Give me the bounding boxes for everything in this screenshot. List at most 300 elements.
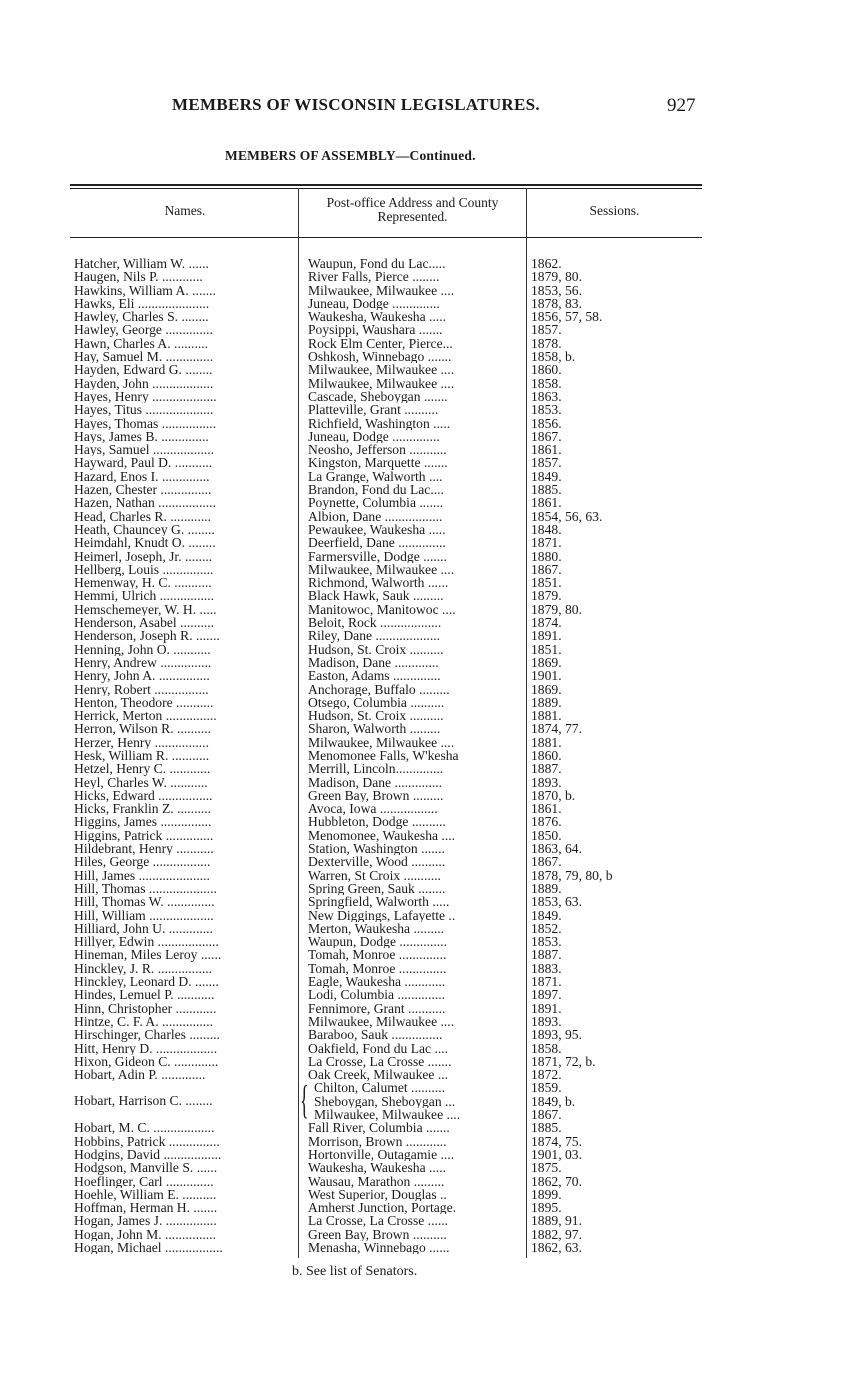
- member-name: Hill, William ...................: [74, 908, 214, 922]
- member-row: [0, 616, 859, 629]
- member-address: Morrison, Brown ............: [308, 1134, 447, 1148]
- member-row: [0, 1068, 859, 1081]
- member-row: [0, 270, 859, 283]
- member-address: Baraboo, Sauk ...............: [308, 1028, 443, 1042]
- member-name: Hayden, Edward G. ........: [74, 363, 213, 377]
- member-address: Sheboygan, Sheboygan ...: [314, 1094, 456, 1108]
- member-name: Hetzel, Henry C. ............: [74, 762, 211, 776]
- member-row: [0, 1015, 859, 1028]
- member-name: Higgins, James ...............: [74, 815, 212, 829]
- brace: {: [300, 1077, 309, 1123]
- member-address: La Crosse, La Crosse ......: [308, 1214, 449, 1228]
- member-sessions: 1891.: [531, 1001, 562, 1015]
- member-name: Hirschinger, Charles .........: [74, 1028, 220, 1042]
- member-row: [0, 829, 859, 842]
- member-address: Amherst Junction, Portage.: [308, 1201, 456, 1215]
- member-address: Wausau, Marathon .........: [308, 1174, 445, 1188]
- member-sessions: 1850.: [531, 828, 562, 843]
- member-sessions: 1862, 70.: [531, 1174, 582, 1188]
- member-address: Kingston, Marquette .......: [308, 456, 448, 470]
- member-name: Hinn, Christopher ............: [74, 1001, 217, 1015]
- member-row: [0, 815, 859, 828]
- member-address: Green Bay, Brown ..........: [308, 1227, 447, 1242]
- top-rule: [70, 184, 702, 186]
- member-sessions: 1867.: [531, 429, 562, 444]
- member-row: [0, 909, 859, 922]
- member-row: [0, 683, 859, 696]
- member-address: Green Bay, Brown .........: [308, 788, 444, 803]
- member-name: Hildebrant, Henry ...........: [74, 842, 214, 856]
- member-row: [0, 510, 859, 523]
- member-name: Hobart, Adin P. .............: [74, 1068, 206, 1082]
- member-sessions: 1853, 63.: [531, 895, 582, 909]
- member-row: [0, 962, 859, 975]
- member-row: [0, 922, 859, 935]
- member-address: Farmersville, Dodge .......: [308, 549, 447, 563]
- member-sessions: 1878, 83.: [531, 296, 582, 311]
- member-name: Hogan, James J. ...............: [74, 1214, 217, 1228]
- member-sessions: 1861.: [531, 802, 562, 816]
- column-header-sessions: Sessions.: [589, 203, 640, 218]
- member-sessions: 1881.: [531, 709, 562, 723]
- member-sessions: 1862.: [531, 257, 562, 271]
- member-address: Black Hawk, Sauk .........: [308, 589, 444, 603]
- member-row: [0, 257, 859, 270]
- member-name: Henning, John O. ...........: [74, 642, 211, 656]
- member-name: Hoffman, Herman H. .......: [74, 1201, 218, 1215]
- member-name: Hobart, M. C. ..................: [74, 1121, 215, 1135]
- member-address: Otsego, Columbia ..........: [308, 695, 445, 710]
- member-list: [0, 257, 859, 1254]
- member-address: Brandon, Fond du Lac....: [308, 483, 444, 497]
- member-row: [0, 855, 859, 868]
- member-address: Cascade, Sheboygan .......: [308, 389, 448, 404]
- member-address: Waupun, Dodge ..............: [308, 935, 447, 949]
- member-address: Menomonee, Waukesha ....: [308, 828, 456, 843]
- member-address: Madison, Dane .............: [308, 655, 439, 670]
- member-address: Neosho, Jefferson ...........: [308, 443, 447, 457]
- member-row: [0, 403, 859, 416]
- member-name: Hobbins, Patrick ...............: [74, 1134, 220, 1148]
- member-address: Milwaukee, Milwaukee ....: [314, 1108, 461, 1122]
- member-sessions: 1856.: [531, 416, 562, 430]
- member-row: [0, 776, 859, 789]
- member-address: La Grange, Walworth ....: [308, 469, 443, 484]
- member-name: Hawks, Eli .....................: [74, 296, 210, 311]
- member-address: Richmond, Walworth ......: [308, 576, 449, 590]
- member-row: [0, 310, 859, 323]
- member-address: Hortonville, Outagamie ....: [308, 1148, 455, 1162]
- member-name: Hillyer, Edwin ..................: [74, 935, 219, 949]
- member-address: Oshkosh, Winnebago .......: [308, 350, 452, 364]
- member-sessions: 1885.: [531, 1121, 562, 1135]
- member-name: Head, Charles R. ............: [74, 509, 212, 523]
- member-row: [0, 483, 859, 496]
- member-address: Merton, Waukesha .........: [308, 921, 445, 936]
- member-name: Henry, John A. ...............: [74, 669, 210, 683]
- member-name: Henderson, Asabel ..........: [74, 616, 215, 630]
- member-row: [0, 1002, 859, 1015]
- member-address: Tomah, Monroe ..............: [308, 961, 447, 976]
- member-row: [0, 323, 859, 336]
- member-row: [0, 643, 859, 656]
- member-name: Hesk, William R. ...........: [74, 748, 210, 763]
- member-row: [0, 882, 859, 895]
- column-header-names: Names.: [164, 203, 206, 218]
- member-address: Easton, Adams ..............: [308, 669, 441, 683]
- member-address: West Superior, Douglas ..: [308, 1187, 447, 1202]
- member-sessions: 1879, 80.: [531, 270, 582, 284]
- member-name: Hill, Thomas W. ..............: [74, 895, 215, 909]
- member-row: [0, 470, 859, 483]
- member-sessions: 1848.: [531, 522, 562, 537]
- member-name: Henry, Andrew ...............: [74, 655, 212, 670]
- member-row: [0, 1175, 859, 1188]
- member-name: Hindes, Lemuel P. ...........: [74, 988, 215, 1002]
- member-name: Herrick, Merton ...............: [74, 709, 217, 723]
- member-address: Albion, Dane .................: [308, 509, 443, 523]
- member-sessions: 1852.: [531, 921, 562, 936]
- member-address: Juneau, Dodge ..............: [308, 296, 440, 311]
- member-name: Hayes, Thomas ................: [74, 416, 217, 430]
- member-sessions: 1871.: [531, 536, 562, 550]
- member-address: Waupun, Fond du Lac.....: [308, 257, 446, 271]
- member-name: Hays, James B. ..............: [74, 429, 209, 444]
- member-sessions: 1849.: [531, 908, 562, 922]
- member-address: Hubbleton, Dodge ..........: [308, 815, 446, 829]
- member-name: Hayden, John ..................: [74, 376, 214, 390]
- member-name: Hays, Samuel ..................: [74, 443, 215, 457]
- member-name: Hayes, Henry ...................: [74, 389, 217, 404]
- member-address: Oak Creek, Milwaukee ...: [308, 1068, 449, 1082]
- member-address: Springfield, Walworth .....: [308, 895, 450, 909]
- member-sessions: 1879, 80.: [531, 602, 582, 617]
- member-name: Hill, James .....................: [74, 868, 210, 882]
- member-name: Hogan, John M. ...............: [74, 1227, 216, 1242]
- member-name: Hellberg, Louis ...............: [74, 562, 214, 577]
- member-address: Oakfield, Fond du Lac ....: [308, 1041, 449, 1055]
- member-sessions: 1882, 97.: [531, 1227, 582, 1242]
- member-address: Waukesha, Waukesha .....: [308, 310, 446, 324]
- member-sessions: 1878, 79, 80, b: [531, 868, 613, 882]
- member-sessions: 1871, 72, b.: [531, 1054, 596, 1069]
- member-address: Madison, Dane ..............: [308, 775, 443, 789]
- member-name: Hoeflinger, Carl ..............: [74, 1174, 214, 1188]
- member-name: Hintze, C. F. A. ...............: [74, 1014, 214, 1029]
- member-name: Hodgson, Manville S. ......: [74, 1161, 218, 1175]
- column-header-post-office: Post-office Address and County Represented.: [326, 195, 499, 224]
- member-name: Heimdahl, Knudt O. ........: [74, 536, 216, 550]
- member-row: [0, 377, 859, 390]
- member-sessions: 1880.: [531, 549, 562, 563]
- subhead: MEMBERS OF ASSEMBLY—Continued.: [225, 148, 476, 163]
- member-name: Hinckley, J. R. ................: [74, 961, 213, 976]
- member-row: [0, 749, 859, 762]
- member-address: Milwaukee, Milwaukee ....: [308, 735, 455, 749]
- member-sessions: 1874, 77.: [531, 722, 582, 736]
- member-row: [0, 1241, 859, 1254]
- member-name: Hazard, Enos I. ..............: [74, 469, 210, 484]
- member-row: [0, 948, 859, 961]
- member-row: [0, 523, 859, 536]
- member-address: Manitowoc, Manitowoc ....: [308, 602, 456, 617]
- member-address: Spring Green, Sauk ........: [308, 881, 446, 896]
- member-address: Milwaukee, Milwaukee ....: [308, 283, 455, 297]
- member-name: Henderson, Joseph R. .......: [74, 629, 220, 643]
- member-name: Hitt, Henry D. ..................: [74, 1041, 218, 1055]
- member-row: [0, 589, 859, 602]
- member-row: [0, 576, 859, 589]
- member-row: [0, 1028, 859, 1041]
- member-address: Hudson, St. Croix ..........: [308, 709, 444, 723]
- member-row: [0, 988, 859, 1001]
- member-sessions: 1858, b.: [531, 350, 576, 364]
- member-row: [0, 550, 859, 563]
- member-row: [0, 297, 859, 310]
- member-sessions: 1856, 57, 58.: [531, 310, 603, 324]
- member-sessions: 1867.: [531, 855, 562, 869]
- member-sessions: 1860.: [531, 363, 562, 377]
- member-name: Hazen, Nathan .................: [74, 496, 216, 510]
- member-name: Hixon, Gideon C. .............: [74, 1054, 219, 1069]
- member-sessions: 1889, 91.: [531, 1214, 582, 1228]
- member-name: Henry, Robert ................: [74, 682, 209, 696]
- member-row: [0, 536, 859, 549]
- member-name: Hazen, Chester ...............: [74, 483, 212, 497]
- member-address: Eagle, Waukesha ............: [308, 975, 446, 989]
- member-name: Hawley, George ..............: [74, 323, 213, 337]
- member-address: Milwaukee, Milwaukee ....: [308, 1014, 455, 1029]
- member-address: Tomah, Monroe ..............: [308, 948, 447, 962]
- member-sessions: 1893, 95.: [531, 1028, 582, 1042]
- member-sessions: 1854, 56, 63.: [531, 509, 603, 523]
- member-sessions: 1899.: [531, 1187, 562, 1202]
- member-address: Juneau, Dodge ..............: [308, 429, 440, 444]
- member-address: Beloit, Rock ..................: [308, 616, 442, 630]
- member-name: Hicks, Edward ................: [74, 788, 213, 803]
- member-sessions: 1870, b.: [531, 788, 576, 803]
- member-sessions: 1869.: [531, 682, 562, 696]
- member-name: Herron, Wilson R. ..........: [74, 722, 212, 736]
- member-row: [0, 603, 859, 616]
- member-row: [0, 1161, 859, 1174]
- member-row: [0, 722, 859, 735]
- member-sessions: 1857.: [531, 456, 562, 470]
- member-address: Milwaukee, Milwaukee ....: [308, 562, 455, 577]
- member-row: [0, 1188, 859, 1201]
- footnote: b. See list of Senators.: [292, 1264, 418, 1279]
- member-name: Hawkins, William A. .......: [74, 283, 216, 297]
- member-sessions: 1883.: [531, 961, 562, 976]
- member-name: Hiles, George .................: [74, 855, 211, 869]
- member-sessions: 1859.: [531, 1081, 562, 1095]
- member-name: Hemschemeyer, W. H. .....: [74, 602, 217, 617]
- member-sessions: 1861.: [531, 496, 562, 510]
- member-address: Warren, St Croix ...........: [308, 868, 441, 882]
- member-row: [0, 669, 859, 682]
- member-sessions: 1881.: [531, 735, 562, 749]
- member-address: Waukesha, Waukesha .....: [308, 1161, 446, 1175]
- member-row: [0, 443, 859, 456]
- member-sessions: 1851.: [531, 642, 562, 656]
- running-head: MEMBERS OF WISCONSIN LEGISLATURES.: [172, 95, 540, 114]
- member-sessions: 1885.: [531, 483, 562, 497]
- member-sessions: 1857.: [531, 323, 562, 337]
- member-row: [0, 1201, 859, 1214]
- member-sessions: 1897.: [531, 988, 562, 1002]
- member-address: Dexterville, Wood ..........: [308, 855, 446, 869]
- member-sessions: 1895.: [531, 1201, 562, 1215]
- member-address: Richfield, Washington .....: [308, 416, 451, 430]
- member-row: [0, 975, 859, 988]
- member-name: Hatcher, William W. ......: [74, 257, 209, 271]
- member-row: [0, 456, 859, 469]
- member-address: New Diggings, Lafayette ..: [308, 908, 456, 922]
- member-row: [0, 789, 859, 802]
- member-name: Hogan, Michael .................: [74, 1241, 223, 1255]
- member-address: Milwaukee, Milwaukee ....: [308, 376, 455, 390]
- member-sessions: 1851.: [531, 576, 562, 590]
- member-name: Higgins, Patrick ..............: [74, 828, 214, 843]
- member-row: [0, 696, 859, 709]
- member-address: Riley, Dane ...................: [308, 629, 441, 643]
- member-row: [0, 563, 859, 576]
- member-sessions: 1849.: [531, 469, 562, 484]
- member-name: Heyl, Charles W. ...........: [74, 775, 208, 789]
- member-name: Henton, Theodore ...........: [74, 695, 214, 710]
- member-row: [0, 1135, 859, 1148]
- member-address: Poynette, Columbia .......: [308, 496, 444, 510]
- member-name: Hobart, Harrison C. ........: [74, 1094, 213, 1108]
- member-address: Anchorage, Buffalo .........: [308, 682, 450, 696]
- member-address: Platteville, Grant ..........: [308, 403, 439, 417]
- member-sessions: 1875.: [531, 1161, 562, 1175]
- member-row: [0, 842, 859, 855]
- member-sessions: 1878.: [531, 336, 562, 351]
- member-sessions: 1861.: [531, 443, 562, 457]
- member-row: [0, 895, 859, 908]
- member-row: [0, 709, 859, 722]
- member-row: [0, 629, 859, 642]
- member-address: Sharon, Walworth .........: [308, 722, 441, 736]
- member-name: Heimerl, Joseph, Jr. ........: [74, 549, 213, 563]
- member-sessions: 1872.: [531, 1068, 562, 1082]
- member-address: River Falls, Pierce ........: [308, 270, 440, 284]
- member-row: [0, 390, 859, 403]
- member-sessions: 1893.: [531, 1014, 562, 1029]
- member-sessions: 1867.: [531, 1108, 562, 1122]
- member-name: Hawley, Charles S. ........: [74, 310, 209, 324]
- member-address: Chilton, Calumet ..........: [314, 1081, 446, 1095]
- member-sessions: 1901.: [531, 669, 562, 683]
- member-row: [0, 363, 859, 376]
- member-sessions: 1891.: [531, 629, 562, 643]
- member-row: [0, 935, 859, 948]
- member-address: Station, Washington .......: [308, 842, 445, 856]
- member-sessions: 1853.: [531, 935, 562, 949]
- member-sessions: 1876.: [531, 815, 562, 829]
- member-sessions: 1869.: [531, 655, 562, 670]
- member-sessions: 1862, 63.: [531, 1241, 582, 1255]
- member-row: [0, 1148, 859, 1161]
- member-sessions: 1853.: [531, 403, 562, 417]
- member-sessions: 1867.: [531, 562, 562, 577]
- member-name: Hicks, Franklin Z. ..........: [74, 802, 212, 816]
- member-row: [0, 1228, 859, 1241]
- member-row: [0, 1121, 859, 1134]
- member-row: [0, 417, 859, 430]
- member-name: Hay, Samuel M. ..............: [74, 350, 214, 364]
- member-row: [0, 1055, 859, 1068]
- member-row: [0, 656, 859, 669]
- member-address: La Crosse, La Crosse .......: [308, 1054, 452, 1069]
- member-sessions: 1874, 75.: [531, 1134, 582, 1148]
- member-name: Heath, Chauncey G. ........: [74, 522, 215, 537]
- member-address: Deerfield, Dane ..............: [308, 536, 446, 550]
- member-name: Hodgins, David .................: [74, 1148, 222, 1162]
- member-name: Hoehle, William E. ..........: [74, 1187, 217, 1202]
- member-row: [0, 869, 859, 882]
- member-sessions: 1889.: [531, 881, 562, 896]
- member-name: Hayward, Paul D. ...........: [74, 456, 213, 470]
- member-row: [0, 337, 859, 350]
- member-address: Milwaukee, Milwaukee ....: [308, 363, 455, 377]
- member-name: Hawn, Charles A. ..........: [74, 336, 209, 351]
- member-row: [0, 430, 859, 443]
- member-address: Poysippi, Waushara .......: [308, 323, 443, 337]
- member-name: Hill, Thomas ....................: [74, 881, 217, 896]
- member-address: Hudson, St. Croix ..........: [308, 642, 444, 656]
- member-row: [0, 1214, 859, 1227]
- member-name: Hineman, Miles Leroy ......: [74, 948, 222, 962]
- member-sessions: 1863.: [531, 389, 562, 404]
- member-sessions: 1874.: [531, 616, 562, 630]
- member-name: Hinckley, Leonard D. .......: [74, 975, 219, 989]
- member-row: [0, 284, 859, 297]
- member-row: [0, 762, 859, 775]
- member-name: Hayes, Titus ....................: [74, 403, 214, 417]
- member-sessions: 1863, 64.: [531, 842, 582, 856]
- member-sessions: 1858.: [531, 1041, 562, 1055]
- member-sessions: 1858.: [531, 376, 562, 390]
- member-row: [0, 350, 859, 363]
- member-sessions: 1860.: [531, 748, 562, 763]
- member-name: Hilliard, John U. .............: [74, 921, 213, 936]
- top-rule-thin: [70, 188, 702, 189]
- member-address: Menomonee Falls, W'kesha: [308, 748, 459, 763]
- header-rule: [70, 237, 702, 238]
- member-name: Hemenway, H. C. ...........: [74, 576, 212, 590]
- member-name: Herzer, Henry ................: [74, 735, 209, 749]
- member-address: Avoca, Iowa .................: [308, 802, 438, 816]
- member-address: Merrill, Lincoln..............: [308, 762, 444, 776]
- member-row: [0, 496, 859, 509]
- member-sessions: 1887.: [531, 762, 562, 776]
- member-address: Rock Elm Center, Pierce...: [308, 336, 453, 351]
- member-sessions: 1893.: [531, 775, 562, 789]
- member-row-multi: [0, 1077, 859, 1123]
- member-sessions: 1849, b.: [531, 1094, 576, 1108]
- member-name: Haugen, Nils P. ............: [74, 270, 203, 284]
- member-sessions: 1879.: [531, 589, 562, 603]
- member-sessions: 1889.: [531, 695, 562, 710]
- member-sessions: 1853, 56.: [531, 283, 582, 297]
- member-name: Hemmi, Ulrich ................: [74, 589, 215, 603]
- member-address: Menasha, Winnebago ......: [308, 1241, 450, 1255]
- member-address: Pewaukee, Waukesha .....: [308, 522, 446, 537]
- member-row: [0, 1042, 859, 1055]
- member-sessions: 1901, 03.: [531, 1148, 582, 1162]
